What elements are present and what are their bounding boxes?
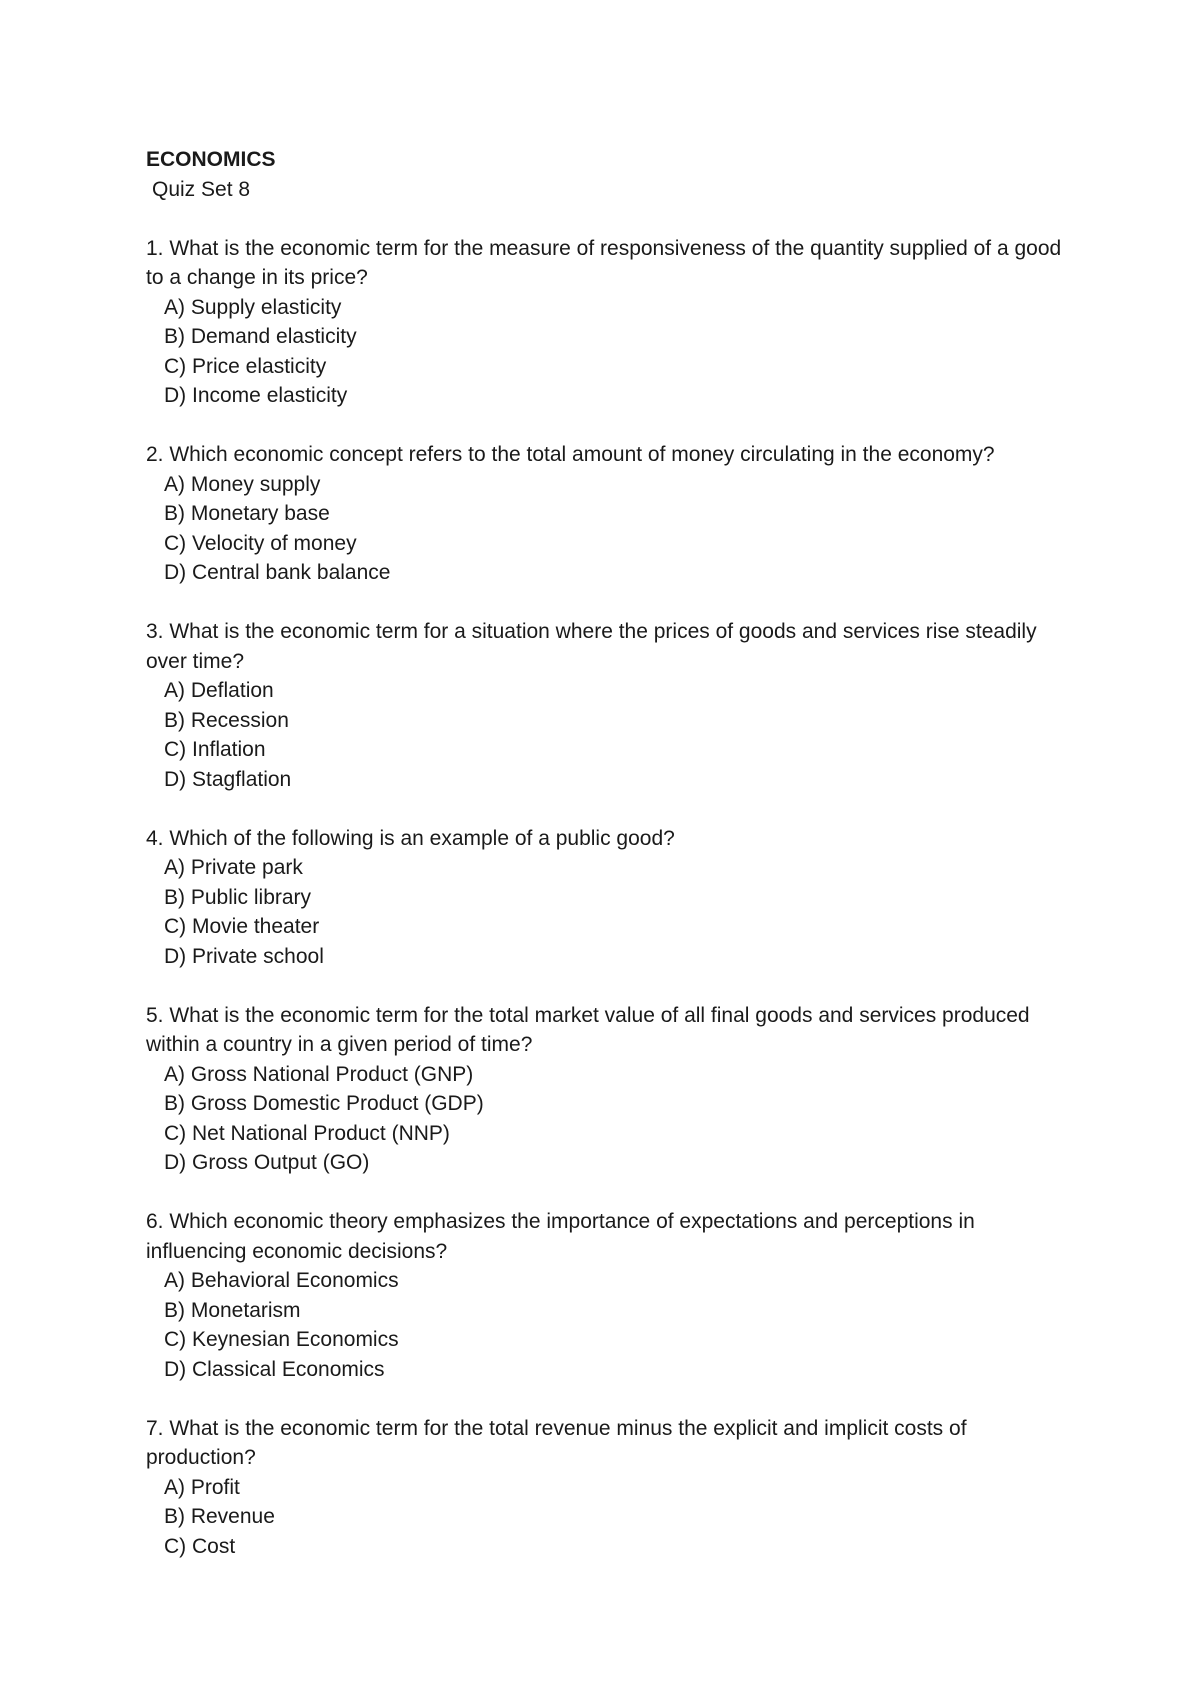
answer-option-d: D) Gross Output (GO) bbox=[164, 1151, 370, 1174]
question-text: 3. What is the economic term for a situation where the prices of goods and services rise steadily over time? bbox=[146, 620, 1037, 673]
answer-option-b: B) Demand elasticity bbox=[164, 325, 357, 348]
question-text: 1. What is the economic term for the measure of responsiveness of the quantity supplied of a good to a change in its price? bbox=[146, 236, 1062, 289]
document-title: ECONOMICS bbox=[146, 148, 276, 171]
answer-option-d: D) Private school bbox=[164, 944, 324, 968]
answer-options bbox=[146, 1266, 1066, 1384]
answer-option-a: A) Deflation bbox=[164, 679, 274, 702]
answer-option-b: B) Revenue bbox=[164, 1505, 275, 1528]
answer-option-d: D) Income elasticity bbox=[164, 384, 348, 407]
question-5 bbox=[146, 1001, 1066, 1178]
answer-option-b: B) Monetary base bbox=[164, 502, 330, 525]
answer-option-a: A) Private park bbox=[164, 856, 303, 879]
answer-option-c: C) Price elasticity bbox=[164, 354, 327, 378]
answer-options bbox=[146, 1060, 1066, 1178]
answer-option-b: B) Public library bbox=[164, 885, 312, 909]
answer-options bbox=[146, 853, 1066, 971]
answer-options bbox=[146, 293, 1066, 411]
question-text: 6. Which economic theory emphasizes the importance of expectations and perceptions in influencing economic decisions? bbox=[146, 1210, 975, 1263]
answer-option-a: A) Money supply bbox=[164, 472, 321, 496]
question-text: 7. What is the economic term for the total revenue minus the explicit and implicit costs of production? bbox=[146, 1416, 967, 1469]
question-1 bbox=[146, 234, 1066, 411]
answer-option-b: B) Recession bbox=[164, 708, 289, 732]
question-3 bbox=[146, 617, 1066, 794]
answer-option-a: A) Behavioral Economics bbox=[164, 1269, 399, 1292]
question-6 bbox=[146, 1207, 1066, 1384]
answer-option-d: D) Stagflation bbox=[164, 767, 292, 791]
document-subtitle: Quiz Set 8 bbox=[152, 177, 251, 201]
answer-option-b: B) Gross Domestic Product (GDP) bbox=[164, 1092, 484, 1115]
answer-options bbox=[146, 676, 1066, 794]
answer-options bbox=[146, 1473, 1066, 1562]
answer-option-c: C) Net National Product (NNP) bbox=[164, 1121, 450, 1145]
question-text: 4. Which of the following is an example of a public good? bbox=[146, 826, 675, 850]
question-7 bbox=[146, 1414, 1066, 1562]
answer-option-a: A) Gross National Product (GNP) bbox=[164, 1062, 474, 1086]
answer-option-b: B) Monetarism bbox=[164, 1298, 301, 1322]
answer-option-c: C) Inflation bbox=[164, 738, 266, 761]
answer-option-a: A) Supply elasticity bbox=[164, 295, 342, 319]
question-text: 2. Which economic concept refers to the total amount of money circulating in the economy? bbox=[146, 443, 995, 466]
question-2 bbox=[146, 440, 1066, 588]
question-text: 5. What is the economic term for the total market value of all final goods and services produced within a country in a given period of time? bbox=[146, 1003, 1030, 1056]
answer-option-d: D) Central bank balance bbox=[164, 561, 391, 584]
question-4 bbox=[146, 824, 1066, 972]
answer-option-c: C) Velocity of money bbox=[164, 531, 357, 555]
answer-option-c: C) Keynesian Economics bbox=[164, 1328, 399, 1351]
answer-option-a: A) Profit bbox=[164, 1475, 240, 1499]
answer-options bbox=[146, 470, 1066, 588]
answer-option-d: D) Classical Economics bbox=[164, 1357, 385, 1381]
answer-option-c: C) Movie theater bbox=[164, 915, 320, 938]
document-body bbox=[146, 145, 1066, 1561]
answer-option-c: C) Cost bbox=[164, 1534, 236, 1558]
